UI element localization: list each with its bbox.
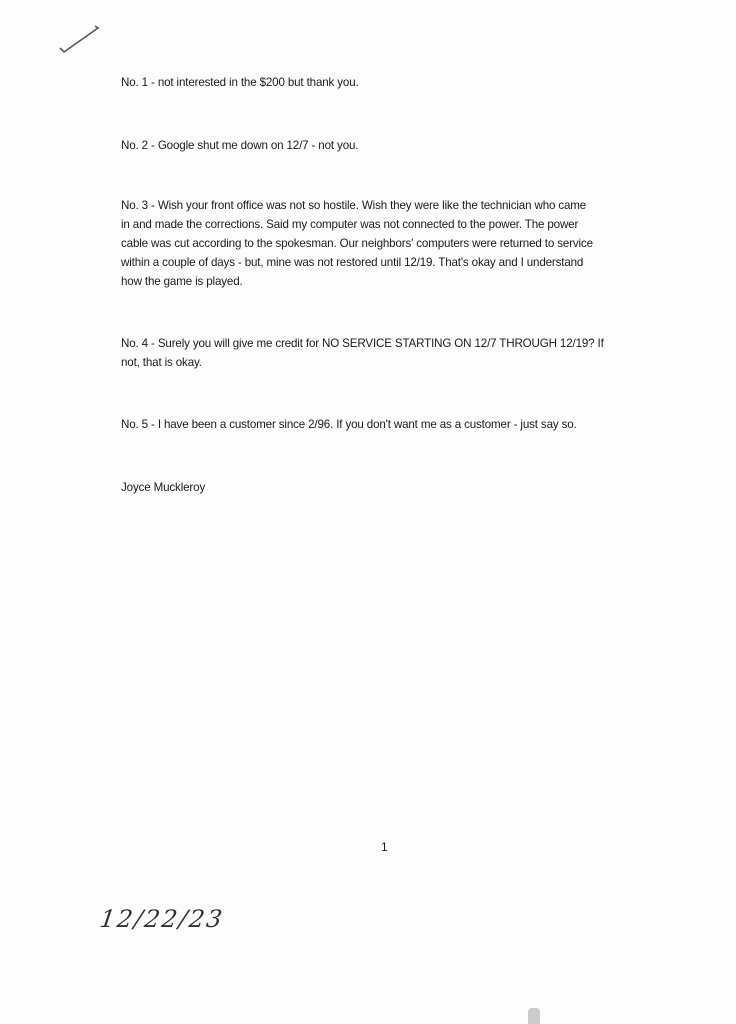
item-1-line: No. 1 - not interested in the $200 but thank you. — [121, 76, 359, 89]
item-3-line: how the game is played. — [121, 275, 243, 288]
item-2-line: No. 2 - Google shut me down on 12/7 - not you. — [121, 139, 359, 152]
signature-name: Joyce Muckleroy — [121, 481, 206, 494]
item-4 — [121, 334, 604, 372]
item-1 — [121, 73, 359, 92]
page-number: 1 — [381, 840, 388, 854]
handwritten-date: 12/22/23 — [98, 905, 226, 933]
item-5-line: No. 5 - I have been a customer since 2/96. If you don't want me as a customer - just say so. — [121, 418, 577, 431]
item-4-line: not, that is okay. — [121, 356, 202, 369]
scan-smudge — [528, 1008, 540, 1024]
item-2 — [121, 136, 358, 155]
item-3 — [121, 196, 593, 291]
item-4-line: No. 4 - Surely you will give me credit for NO SERVICE STARTING ON 12/7 THROUGH 12/19? If — [121, 337, 604, 350]
item-3-line: No. 3 - Wish your front office was not so hostile. Wish they were like the technician who came — [121, 199, 587, 212]
handwritten-check-mark-icon — [58, 24, 102, 54]
item-5 — [121, 415, 577, 434]
item-3-line: cable was cut according to the spokesman. Our neighbors' computers were returned to service — [121, 237, 593, 250]
item-3-line: in and made the corrections. Said my computer was not connected to the power. The power — [121, 218, 579, 231]
item-3-line: within a couple of days - but, mine was not restored until 12/19. That's okay and I understand — [121, 256, 584, 269]
